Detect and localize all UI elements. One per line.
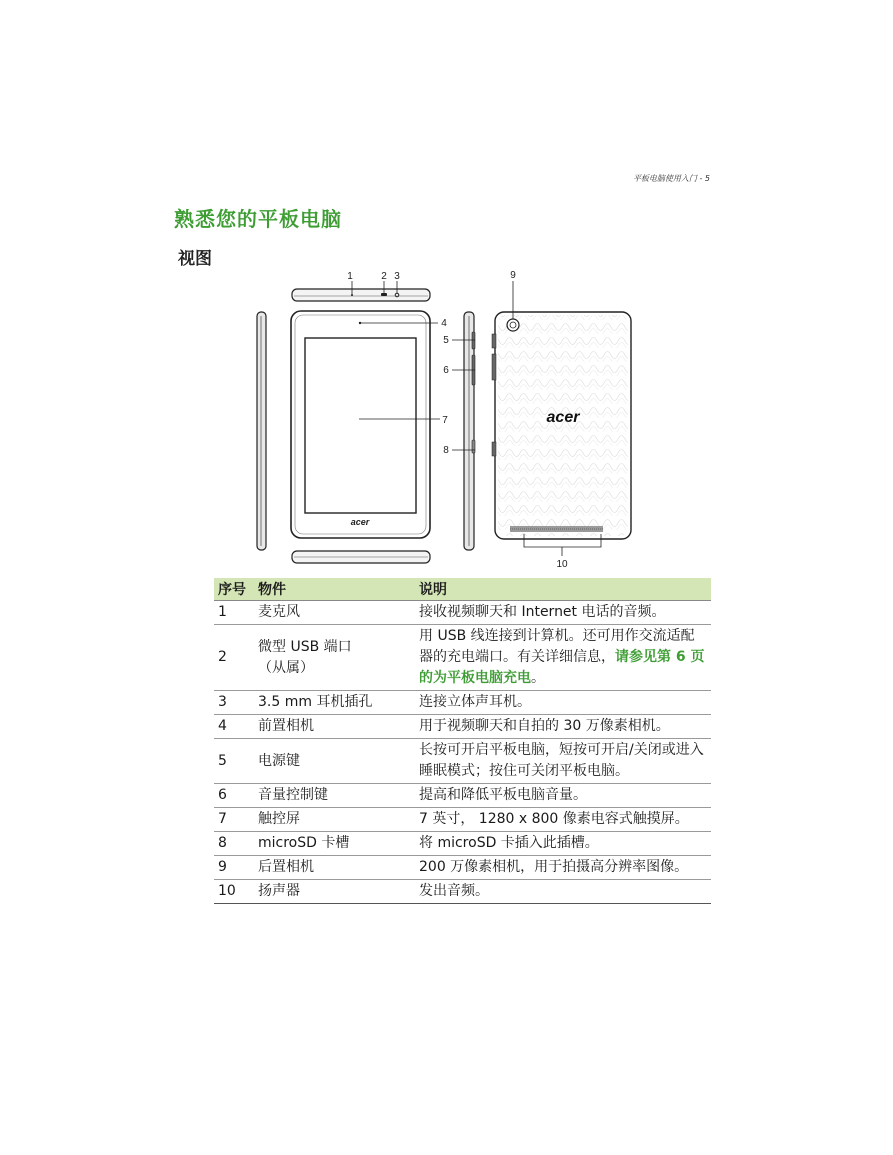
header-item: 物件 [254,578,415,601]
front-view [291,311,430,538]
row-no: 10 [214,880,254,904]
row-item: microSD 卡槽 [254,832,415,856]
table-row [214,832,711,856]
power-button [472,332,475,349]
charging-page-link[interactable]: 请参见第 6 页的为平板电脑充电 [419,649,705,686]
row-desc: 连接立体声耳机。 [415,691,711,715]
row-item: 3.5 mm 耳机插孔 [254,691,415,715]
row-no: 3 [214,691,254,715]
callout-1: 1 [347,271,353,282]
table-header-row [214,578,711,601]
callout-10: 10 [556,559,568,570]
row-item-line1: 微型 USB 端口 [258,638,352,655]
row-item: 音量控制键 [254,784,415,808]
row-item: 前置相机 [254,715,415,739]
right-side-view [464,312,475,550]
table-row [214,856,711,880]
row-item: 后置相机 [254,856,415,880]
callout-5: 5 [443,335,449,346]
row-item: 麦克风 [254,601,415,625]
subsection-title: 视图 [178,249,212,269]
microsd-slot [472,440,475,453]
row-desc: 将 microSD 卡插入此插槽。 [415,832,711,856]
row-desc-text: 用 USB 线连接到计算机。还可用作交流适配器的充电端口。有关详细信息， [419,628,695,665]
usb-port [381,293,387,296]
callout-2: 2 [381,271,387,282]
row-item [254,625,415,691]
front-acer-logo: acer [350,517,370,527]
table-row [214,808,711,832]
row-desc: 接收视频聊天和 Internet 电话的音频。 [415,601,711,625]
row-item: 扬声器 [254,880,415,904]
row-no: 4 [214,715,254,739]
row-no: 2 [214,625,254,691]
tablet-views-figure [240,264,650,574]
bottom-edge-view [292,551,430,563]
touchscreen [305,338,416,513]
callout-3: 3 [394,271,400,282]
table-row [214,601,711,625]
table-row [214,880,711,904]
callout-8: 8 [443,445,449,456]
row-desc: 200 万像素相机，用于拍摄高分辨率图像。 [415,856,711,880]
row-desc: 提高和降低平板电脑音量。 [415,784,711,808]
row-no: 8 [214,832,254,856]
row-no: 1 [214,601,254,625]
row-no: 5 [214,739,254,784]
table-row [214,784,711,808]
row-no: 9 [214,856,254,880]
rear-camera [507,319,519,331]
row-item: 电源键 [254,739,415,784]
header-desc: 说明 [415,578,711,601]
page-header-note: 平板电脑使用入门 - 5 [632,174,710,183]
row-desc: 用于视频聊天和自拍的 30 万像素相机。 [415,715,711,739]
row-desc: 长按可开启平板电脑，短按可开启/关闭或进入睡眠模式；按住可关闭平板电脑。 [415,739,711,784]
row-desc [415,625,711,691]
row-no: 7 [214,808,254,832]
callout-9: 9 [510,270,516,281]
row-item: 触控屏 [254,808,415,832]
callout-4: 4 [441,318,447,329]
row-desc-end: 。 [531,670,545,686]
callout-6: 6 [443,365,449,376]
table-row [214,691,711,715]
section-title: 熟悉您的平板电脑 [174,207,342,231]
row-item-line2: （从属） [258,659,314,676]
row-desc: 7 英寸， 1280 x 800 像素电容式触摸屏。 [415,808,711,832]
top-edge-view [292,289,430,301]
table-row [214,715,711,739]
row-no: 6 [214,784,254,808]
row-desc: 发出音频。 [415,880,711,904]
microphone-hole [351,294,353,296]
back-acer-logo: acer [546,409,580,426]
front-camera [359,322,361,324]
table-row [214,739,711,784]
left-side-view [257,312,266,550]
back-view [492,312,631,539]
callout-7: 7 [442,415,448,426]
component-table [214,578,711,904]
table-row [214,625,711,691]
header-no: 序号 [214,578,254,601]
